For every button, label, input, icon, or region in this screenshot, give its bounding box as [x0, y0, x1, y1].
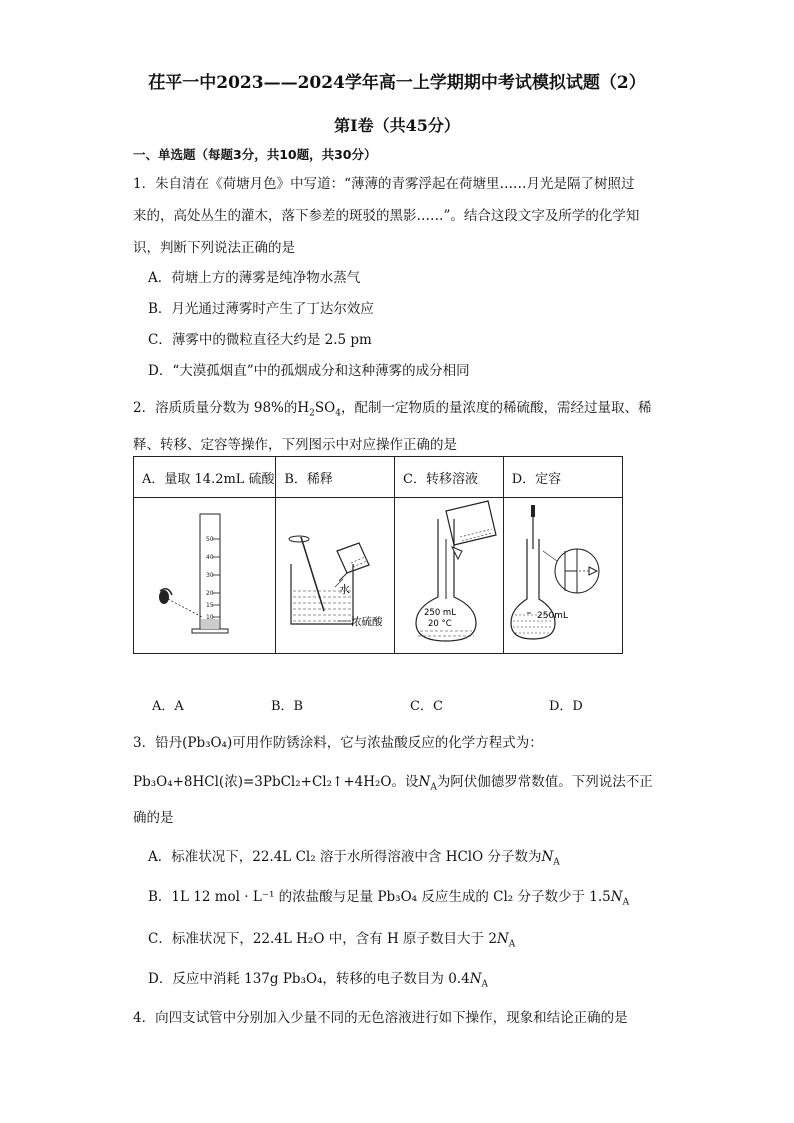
flask-volume-label: 250 mL: [423, 607, 456, 618]
tick-15: 15: [205, 601, 214, 609]
tick-20: 20: [205, 589, 214, 597]
q1-option-d: D．“大漠孤烟直”中的孤烟成分和这种薄雾的成分相同: [148, 363, 470, 379]
q2-line2: 释、转移、定容等操作，下列图示中对应操作正确的是: [133, 437, 457, 453]
q1-option-a: A．荷塘上方的薄雾是纯净物水蒸气: [148, 270, 361, 286]
q2-answer-d: D．D: [549, 699, 583, 714]
q1-line2: 来的，高处丛生的灌木，落下参差的斑驳的黑影……”。结合这段文字及所学的化学知: [133, 208, 640, 224]
page-title: 茌平一中2023——2024学年高一上学期期中考试模拟试题（2）: [148, 73, 646, 93]
q2-answer-a: A．A: [152, 699, 184, 714]
q2-line1: 2．溶质质量分数为 98%的$H_2SO_4$，配制一定物质的量浓度的稀硫酸，需经过量取、稀: [133, 400, 652, 419]
q4-line1: 4．向四支试管中分别加入少量不同的无色溶液进行如下操作，现象和结论正确的是: [133, 1010, 628, 1026]
flask-temp-label: 20 °C: [427, 618, 452, 629]
section-heading: 一、单选题（每题3分，共10题，共30分）: [133, 147, 377, 162]
q1-line3: 识，判断下列说法正确的是: [133, 240, 295, 256]
figure-cell-b: [276, 498, 395, 654]
q2-options-table: [133, 456, 623, 654]
constant-volume-figure: [507, 499, 619, 649]
tick-50: 50: [205, 535, 214, 543]
q3-option-c: C．标准状况下，22.4L H₂O 中，含有 H 原子数目大于 $2N_A$: [148, 931, 516, 950]
transfer-figure: [398, 499, 500, 649]
dilution-figure: [279, 499, 391, 649]
q3-line2: Pb₃O₄+8HCl(浓)=3PbCl₂+Cl₂↑+4H₂O。设$N_A$为阿伏伽德罗常数值。下列说法不正: [133, 774, 653, 793]
table-header-b: B．稀释: [276, 457, 395, 498]
tick-40: 40: [205, 553, 214, 561]
figure-cell-a: [134, 498, 276, 654]
q1-option-c: C．薄雾中的微粒直径大约是 2.5 pm: [148, 332, 372, 348]
eye-icon: [589, 567, 597, 575]
q3-line3: 确的是: [133, 810, 174, 826]
q1-line1: 1．朱自清在《荷塘月色》中写道：“薄薄的青雾浮起在荷塘里……月光是隔了树照过: [133, 176, 635, 192]
q3-option-b: B．1L 12 mol · L⁻¹ 的浓盐酸与足量 Pb₃O₄ 反应生成的 Cl₂ 分子数少于 $1.5N_A$: [148, 889, 630, 908]
table-header-a: A．量取 14.2mL 硫酸: [134, 457, 276, 498]
tick-30: 30: [205, 571, 214, 579]
figure-cell-c: [395, 498, 504, 654]
q3-option-a: A．标准状况下，22.4L Cl₂ 溶于水所得溶液中含 HClO 分子数为$N_A$: [148, 849, 560, 868]
flask-mark-label: 250mL: [536, 610, 568, 621]
q1-option-b: B．月光通过薄雾时产生了丁达尔效应: [148, 301, 374, 317]
tick-10: 10: [205, 613, 214, 621]
eye-icon: [159, 590, 169, 604]
q2-answer-b: B．B: [271, 699, 304, 714]
page-subtitle: 第Ⅰ卷（共45分）: [334, 116, 460, 135]
q2-answer-c: C．C: [410, 699, 443, 714]
q3-option-d: D．反应中消耗 137g Pb₃O₄，转移的电子数目为 $0.4N_A$: [148, 971, 489, 990]
table-header-c: C．转移溶液: [395, 457, 504, 498]
q3-line1: 3．铅丹(Pb₃O₄)可用作防锈涂料，它与浓盐酸反应的化学方程式为：: [133, 735, 543, 751]
acid-label: 浓硫酸: [351, 615, 383, 628]
figure-cell-d: [503, 498, 622, 654]
table-header-d: D．定容: [503, 457, 622, 498]
water-label: 水: [339, 582, 351, 596]
graduated-cylinder-figure: [140, 499, 270, 649]
